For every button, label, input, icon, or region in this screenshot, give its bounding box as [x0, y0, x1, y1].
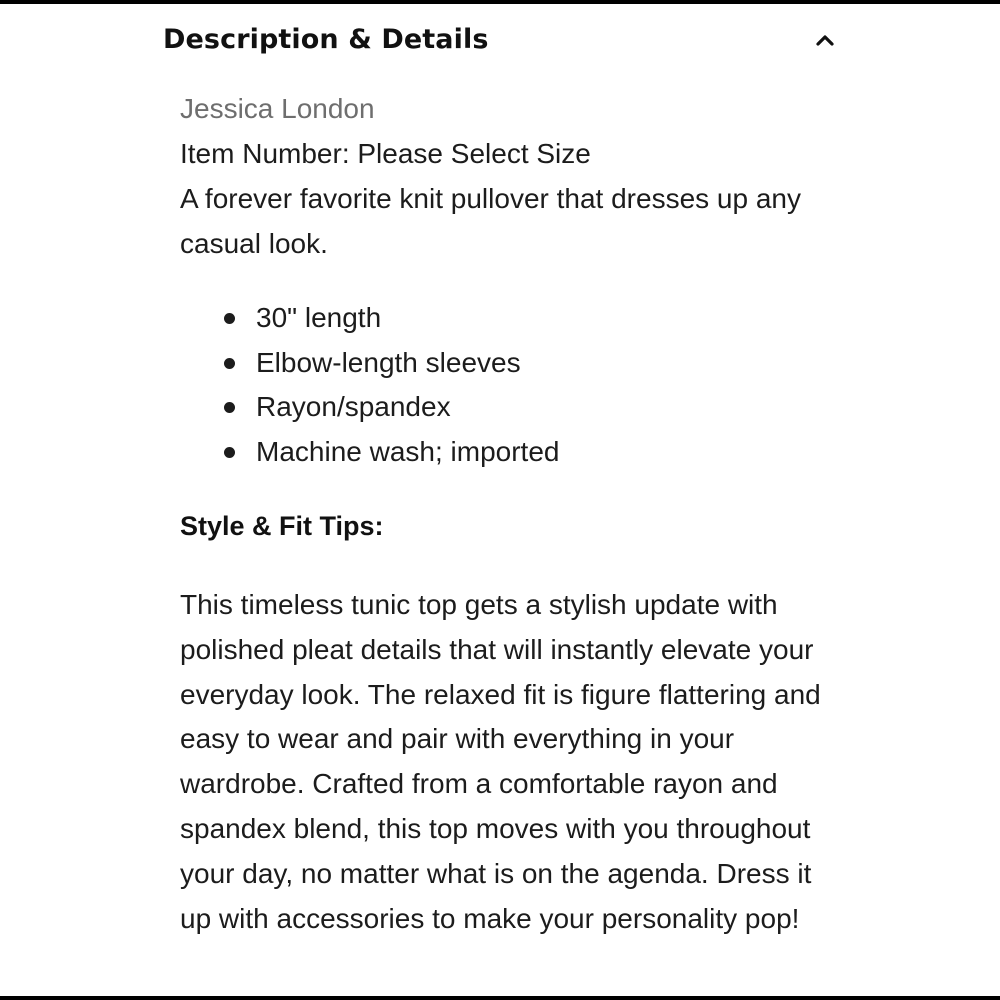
- collapse-toggle-button[interactable]: [807, 22, 843, 58]
- brand-name: Jessica London: [180, 93, 375, 124]
- bullet-icon: [224, 447, 235, 458]
- feature-item: [180, 296, 840, 341]
- bullet-icon: [224, 402, 235, 413]
- bullet-icon: [224, 313, 235, 324]
- style-tips-heading: Style & Fit Tips:: [180, 511, 384, 541]
- feature-item: [180, 341, 840, 386]
- feature-text: Elbow-length sleeves: [256, 346, 521, 378]
- feature-list: [180, 296, 840, 474]
- product-description: A forever favorite knit pullover that dresses up any casual look.: [180, 183, 801, 259]
- details-content: [180, 86, 840, 941]
- product-details-panel: [0, 4, 1000, 996]
- style-tips-text: This timeless tunic top gets a stylish update with polished pleat details that will instantly elevate your everyday look. The relaxed fit is figure flattering and easy to wear and pair with everything in your wardrobe. Crafted from a comfortable rayon and spandex blend, this top moves with you throughout your day, no matter what is on the agenda. Dress it up with accessories to make your personality pop!: [180, 589, 821, 934]
- feature-text: Rayon/spandex: [256, 391, 451, 422]
- item-number: Item Number: Please Select Size: [180, 138, 591, 169]
- bullet-icon: [224, 358, 235, 369]
- chevron-up-icon: [814, 30, 836, 50]
- feature-text: 30" length: [256, 302, 382, 333]
- feature-item: [180, 385, 840, 430]
- section-title: Description & Details: [163, 24, 489, 55]
- section-header[interactable]: [163, 18, 843, 62]
- feature-text: Machine wash; imported: [256, 435, 560, 467]
- feature-item: [180, 430, 840, 475]
